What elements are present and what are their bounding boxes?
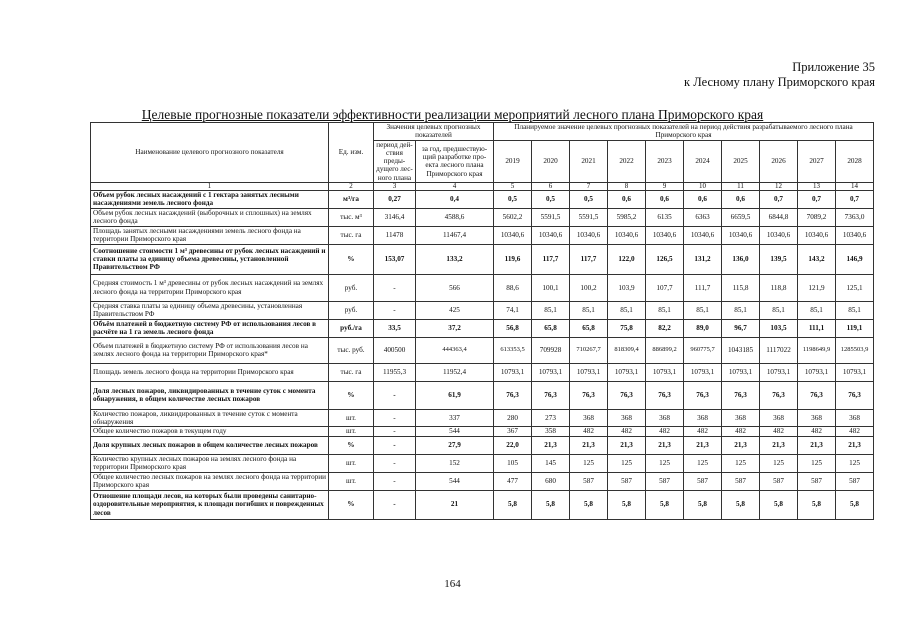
value-cell: -: [374, 472, 416, 490]
value-cell: 146,9: [836, 244, 874, 274]
value-cell: 121,9: [798, 274, 836, 301]
value-cell: 65,8: [570, 319, 608, 337]
value-cell: 119,1: [836, 319, 874, 337]
value-cell: 10793,1: [684, 363, 722, 381]
value-cell: 103,9: [608, 274, 646, 301]
value-cell: 122,0: [608, 244, 646, 274]
value-cell: 10340,6: [570, 226, 608, 244]
value-cell: 1043185: [722, 337, 760, 363]
value-cell: 10340,6: [684, 226, 722, 244]
unit-cell: руб./га: [329, 319, 374, 337]
value-cell: 368: [760, 409, 798, 427]
value-cell: 0,6: [722, 191, 760, 209]
value-cell: 100,1: [532, 274, 570, 301]
value-cell: 280: [494, 409, 532, 427]
value-cell: 7363,0: [836, 208, 874, 226]
value-cell: 5985,2: [608, 208, 646, 226]
unit-cell: м³/га: [329, 191, 374, 209]
value-cell: 710267,7: [570, 337, 608, 363]
value-cell: 152: [416, 454, 494, 472]
indicator-name: Площадь земель лесного фонда на территории Приморского края: [91, 363, 329, 381]
value-cell: 11952,4: [416, 363, 494, 381]
unit-cell: тыс. га: [329, 226, 374, 244]
table-row: [91, 427, 874, 436]
value-cell: 337: [416, 409, 494, 427]
value-cell: 0,6: [608, 191, 646, 209]
value-cell: 76,3: [608, 381, 646, 409]
value-cell: 10340,6: [494, 226, 532, 244]
value-cell: 85,1: [608, 301, 646, 319]
value-cell: 88,6: [494, 274, 532, 301]
value-cell: 76,3: [760, 381, 798, 409]
value-cell: 21,3: [722, 436, 760, 454]
value-cell: 74,1: [494, 301, 532, 319]
header-year: 2026: [760, 140, 798, 182]
table-row: [91, 301, 874, 319]
value-cell: 587: [570, 472, 608, 490]
header-year: 2022: [608, 140, 646, 182]
value-cell: 21,3: [608, 436, 646, 454]
value-cell: -: [374, 301, 416, 319]
value-cell: 21: [416, 490, 494, 519]
value-cell: 10340,6: [722, 226, 760, 244]
value-cell: 85,1: [646, 301, 684, 319]
value-cell: 368: [684, 409, 722, 427]
value-cell: 125: [570, 454, 608, 472]
value-cell: 425: [416, 301, 494, 319]
value-cell: 85,1: [570, 301, 608, 319]
value-cell: 544: [416, 427, 494, 436]
value-cell: 368: [798, 409, 836, 427]
value-cell: 89,0: [684, 319, 722, 337]
column-number: 8: [608, 183, 646, 191]
page-number: 164: [444, 578, 461, 590]
header-current-period: период дей-ствия преды-дущего лес-ного плана: [374, 140, 416, 182]
value-cell: 273: [532, 409, 570, 427]
value-cell: 587: [722, 472, 760, 490]
header-year: 2024: [684, 140, 722, 182]
value-cell: 10793,1: [570, 363, 608, 381]
value-cell: 76,3: [722, 381, 760, 409]
indicator-name: Объем рубок лесных насаждений с 1 гектара занятых лесными насаждениями земель лесного фонда: [91, 191, 329, 209]
column-number: 13: [798, 183, 836, 191]
unit-cell: тыс. га: [329, 363, 374, 381]
value-cell: 368: [722, 409, 760, 427]
value-cell: 33,5: [374, 319, 416, 337]
value-cell: 145: [532, 454, 570, 472]
indicator-name: Количество пожаров, ликвидированных в течение суток с момента обнаружения: [91, 409, 329, 427]
value-cell: 5591,5: [532, 208, 570, 226]
value-cell: 587: [646, 472, 684, 490]
table-title: Целевые прогнозные показатели эффективности реализации мероприятий лесного плана Приморского края: [141, 107, 764, 122]
value-cell: 587: [608, 472, 646, 490]
value-cell: 75,8: [608, 319, 646, 337]
value-cell: 0,5: [494, 191, 532, 209]
value-cell: -: [374, 436, 416, 454]
value-cell: 368: [570, 409, 608, 427]
indicator-name: Отношение площади лесов, на которых были проведены санитарно-оздоровительные мероприятия, к площади погибших и поврежденных лесов: [91, 490, 329, 519]
value-cell: 482: [684, 427, 722, 436]
value-cell: 37,2: [416, 319, 494, 337]
table-row: [91, 226, 874, 244]
value-cell: 0,7: [836, 191, 874, 209]
value-cell: 587: [684, 472, 722, 490]
value-cell: 27,9: [416, 436, 494, 454]
value-cell: 566: [416, 274, 494, 301]
value-cell: 143,2: [798, 244, 836, 274]
value-cell: 5591,5: [570, 208, 608, 226]
value-cell: 100,2: [570, 274, 608, 301]
value-cell: 368: [608, 409, 646, 427]
value-cell: 444363,4: [416, 337, 494, 363]
indicators-table: [90, 122, 874, 520]
value-cell: 5,8: [722, 490, 760, 519]
unit-cell: шт.: [329, 454, 374, 472]
value-cell: 22,0: [494, 436, 532, 454]
value-cell: 118,8: [760, 274, 798, 301]
value-cell: 5,8: [798, 490, 836, 519]
unit-cell: %: [329, 244, 374, 274]
table-row: [91, 409, 874, 427]
column-number: 1: [91, 183, 329, 191]
value-cell: 5,8: [608, 490, 646, 519]
header-year: 2019: [494, 140, 532, 182]
value-cell: 10793,1: [532, 363, 570, 381]
value-cell: 103,5: [760, 319, 798, 337]
indicator-name: Объём платежей в бюджетную систему РФ от использования лесов в расчёте на 1 га земель лесного фонда: [91, 319, 329, 337]
column-number: 12: [760, 183, 798, 191]
header-name: Наименование целевого прогнозного показателя: [91, 123, 329, 183]
indicator-name: Площадь занятых лесными насаждениями земель лесного фонда на территории Приморского края: [91, 226, 329, 244]
value-cell: 125: [646, 454, 684, 472]
value-cell: 6844,8: [760, 208, 798, 226]
unit-cell: руб.: [329, 274, 374, 301]
indicator-name: Средняя стоимость 1 м³ древесины от рубок лесных насаждений на землях лесного фонда на территории Приморского края: [91, 274, 329, 301]
value-cell: 119,6: [494, 244, 532, 274]
value-cell: 358: [532, 427, 570, 436]
table-row: [91, 208, 874, 226]
column-number: 6: [532, 183, 570, 191]
value-cell: 6659,5: [722, 208, 760, 226]
value-cell: 680: [532, 472, 570, 490]
table-body: [91, 191, 874, 519]
value-cell: 107,7: [646, 274, 684, 301]
table-row: [91, 490, 874, 519]
unit-cell: шт.: [329, 409, 374, 427]
value-cell: 0,4: [416, 191, 494, 209]
column-number: 3: [374, 183, 416, 191]
value-cell: 85,1: [684, 301, 722, 319]
value-cell: 544: [416, 472, 494, 490]
header-planned-group: Планируемое значение целевых прогнозных показателей на период действия разрабатываемого лесного плана Приморского края: [494, 123, 874, 141]
value-cell: 125: [798, 454, 836, 472]
value-cell: 133,2: [416, 244, 494, 274]
header-year: 2021: [570, 140, 608, 182]
value-cell: 368: [836, 409, 874, 427]
value-cell: 10793,1: [722, 363, 760, 381]
value-cell: 482: [608, 427, 646, 436]
header-unit: Ед. изм.: [329, 123, 374, 183]
value-cell: 5602,2: [494, 208, 532, 226]
value-cell: 85,1: [722, 301, 760, 319]
value-cell: 587: [798, 472, 836, 490]
value-cell: 85,1: [798, 301, 836, 319]
value-cell: 76,3: [798, 381, 836, 409]
value-cell: 482: [646, 427, 684, 436]
value-cell: 0,7: [798, 191, 836, 209]
value-cell: 10793,1: [760, 363, 798, 381]
value-cell: 21,3: [684, 436, 722, 454]
table-row: [91, 191, 874, 209]
value-cell: 477: [494, 472, 532, 490]
header-current-group: Значения целевых прогнозных показателей: [374, 123, 494, 141]
value-cell: -: [374, 454, 416, 472]
value-cell: 115,8: [722, 274, 760, 301]
value-cell: 0,27: [374, 191, 416, 209]
value-cell: -: [374, 381, 416, 409]
value-cell: 10793,1: [494, 363, 532, 381]
value-cell: 5,8: [760, 490, 798, 519]
column-number: 7: [570, 183, 608, 191]
unit-cell: %: [329, 381, 374, 409]
value-cell: 111,7: [684, 274, 722, 301]
column-numbers-row: [91, 183, 874, 191]
indicator-name: Общее количество пожаров в текущем году: [91, 427, 329, 436]
value-cell: 5,8: [836, 490, 874, 519]
value-cell: 482: [798, 427, 836, 436]
value-cell: 0,5: [532, 191, 570, 209]
table-row: [91, 319, 874, 337]
value-cell: 11478: [374, 226, 416, 244]
value-cell: 131,2: [684, 244, 722, 274]
value-cell: 10793,1: [798, 363, 836, 381]
indicator-name: Доля крупных лесных пожаров в общем количестве лесных пожаров: [91, 436, 329, 454]
value-cell: 21,3: [760, 436, 798, 454]
value-cell: 76,3: [532, 381, 570, 409]
column-number: 2: [329, 183, 374, 191]
table-row: [91, 244, 874, 274]
value-cell: 3146,4: [374, 208, 416, 226]
value-cell: 10793,1: [836, 363, 874, 381]
column-number: 14: [836, 183, 874, 191]
value-cell: 0,6: [646, 191, 684, 209]
value-cell: 21,3: [570, 436, 608, 454]
value-cell: 5,8: [684, 490, 722, 519]
indicator-name: Средняя ставка платы за единицу объема древесины, установленная Правительством РФ: [91, 301, 329, 319]
value-cell: 125: [836, 454, 874, 472]
column-number: 9: [646, 183, 684, 191]
value-cell: 400500: [374, 337, 416, 363]
value-cell: 0,6: [684, 191, 722, 209]
value-cell: 613353,5: [494, 337, 532, 363]
header-year: 2025: [722, 140, 760, 182]
value-cell: 709928: [532, 337, 570, 363]
table-row: [91, 472, 874, 490]
unit-cell: шт.: [329, 472, 374, 490]
table-row: [91, 274, 874, 301]
unit-cell: тыс. м³: [329, 208, 374, 226]
value-cell: 61,9: [416, 381, 494, 409]
value-cell: 587: [836, 472, 874, 490]
indicator-name: Доля лесных пожаров, ликвидированных в течение суток с момента обнаружения, в общем количестве лесных пожаров: [91, 381, 329, 409]
value-cell: 126,5: [646, 244, 684, 274]
value-cell: 482: [722, 427, 760, 436]
value-cell: 139,5: [760, 244, 798, 274]
value-cell: 76,3: [494, 381, 532, 409]
unit-cell: %: [329, 436, 374, 454]
value-cell: -: [374, 409, 416, 427]
value-cell: 11467,4: [416, 226, 494, 244]
value-cell: 1117022: [760, 337, 798, 363]
value-cell: 4588,6: [416, 208, 494, 226]
value-cell: 6135: [646, 208, 684, 226]
value-cell: -: [374, 490, 416, 519]
value-cell: 125: [722, 454, 760, 472]
value-cell: 10340,6: [798, 226, 836, 244]
value-cell: 153,07: [374, 244, 416, 274]
value-cell: 76,3: [684, 381, 722, 409]
unit-cell: шт.: [329, 427, 374, 436]
value-cell: 1198649,9: [798, 337, 836, 363]
unit-cell: тыс. руб.: [329, 337, 374, 363]
value-cell: 0,5: [570, 191, 608, 209]
header-year: 2023: [646, 140, 684, 182]
value-cell: 65,8: [532, 319, 570, 337]
value-cell: 96,7: [722, 319, 760, 337]
value-cell: 125,1: [836, 274, 874, 301]
value-cell: 587: [760, 472, 798, 490]
value-cell: 7089,2: [798, 208, 836, 226]
indicator-name: Объем платежей в бюджетную систему РФ от использования лесов на землях лесного фонда на территории Приморского края*: [91, 337, 329, 363]
value-cell: 56,8: [494, 319, 532, 337]
value-cell: 0,7: [760, 191, 798, 209]
header-year: 2028: [836, 140, 874, 182]
value-cell: 5,8: [646, 490, 684, 519]
unit-cell: руб.: [329, 301, 374, 319]
value-cell: 85,1: [836, 301, 874, 319]
value-cell: 85,1: [760, 301, 798, 319]
value-cell: -: [374, 274, 416, 301]
indicator-name: Соотношение стоимости 1 м³ древесины от рубок лесных насаждений и ставки платы за единицу объема древесины, установленной Правительством РФ: [91, 244, 329, 274]
header-current-year: за год, предшествую-щий разработке про-екта лесного плана Приморского края: [416, 140, 494, 182]
value-cell: 818309,4: [608, 337, 646, 363]
appendix-note: [684, 60, 875, 90]
value-cell: 21,3: [532, 436, 570, 454]
value-cell: 367: [494, 427, 532, 436]
unit-cell: %: [329, 490, 374, 519]
value-cell: 11955,3: [374, 363, 416, 381]
appendix-reference: к Лесному плану Приморского края: [684, 75, 875, 89]
value-cell: 5,8: [494, 490, 532, 519]
value-cell: 482: [836, 427, 874, 436]
table-row: [91, 381, 874, 409]
value-cell: 960775,7: [684, 337, 722, 363]
appendix-number: Приложение 35: [792, 60, 875, 74]
value-cell: 21,3: [836, 436, 874, 454]
value-cell: 5,8: [532, 490, 570, 519]
table-header: [91, 123, 874, 191]
value-cell: 21,3: [798, 436, 836, 454]
column-number: 5: [494, 183, 532, 191]
value-cell: 10340,6: [760, 226, 798, 244]
header-year: 2027: [798, 140, 836, 182]
value-cell: 886899,2: [646, 337, 684, 363]
indicator-name: Общее количество лесных пожаров на землях лесного фонда на территории Приморского края: [91, 472, 329, 490]
table-row: [91, 363, 874, 381]
value-cell: 482: [570, 427, 608, 436]
indicator-name: Количество крупных лесных пожаров на землях лесного фонда на территории Приморского края: [91, 454, 329, 472]
value-cell: 111,1: [798, 319, 836, 337]
value-cell: 6363: [684, 208, 722, 226]
value-cell: 21,3: [646, 436, 684, 454]
value-cell: 76,3: [570, 381, 608, 409]
value-cell: 76,3: [836, 381, 874, 409]
value-cell: 82,2: [646, 319, 684, 337]
column-number: 4: [416, 183, 494, 191]
column-number: 10: [684, 183, 722, 191]
value-cell: 85,1: [532, 301, 570, 319]
value-cell: 117,7: [570, 244, 608, 274]
value-cell: 1285503,9: [836, 337, 874, 363]
value-cell: 125: [760, 454, 798, 472]
value-cell: 5,8: [570, 490, 608, 519]
table-row: [91, 454, 874, 472]
table-row: [91, 337, 874, 363]
value-cell: 10340,6: [532, 226, 570, 244]
column-number: 11: [722, 183, 760, 191]
value-cell: 482: [760, 427, 798, 436]
value-cell: 105: [494, 454, 532, 472]
value-cell: -: [374, 427, 416, 436]
value-cell: 368: [646, 409, 684, 427]
value-cell: 10340,6: [836, 226, 874, 244]
value-cell: 125: [608, 454, 646, 472]
table-row: [91, 436, 874, 454]
value-cell: 117,7: [532, 244, 570, 274]
value-cell: 10340,6: [608, 226, 646, 244]
value-cell: 136,0: [722, 244, 760, 274]
indicator-name: Объем рубок лесных насаждений (выборочных и сплошных) на землях лесного фонда: [91, 208, 329, 226]
value-cell: 125: [684, 454, 722, 472]
value-cell: 76,3: [646, 381, 684, 409]
header-year: 2020: [532, 140, 570, 182]
value-cell: 10793,1: [646, 363, 684, 381]
value-cell: 10793,1: [608, 363, 646, 381]
value-cell: 10340,6: [646, 226, 684, 244]
